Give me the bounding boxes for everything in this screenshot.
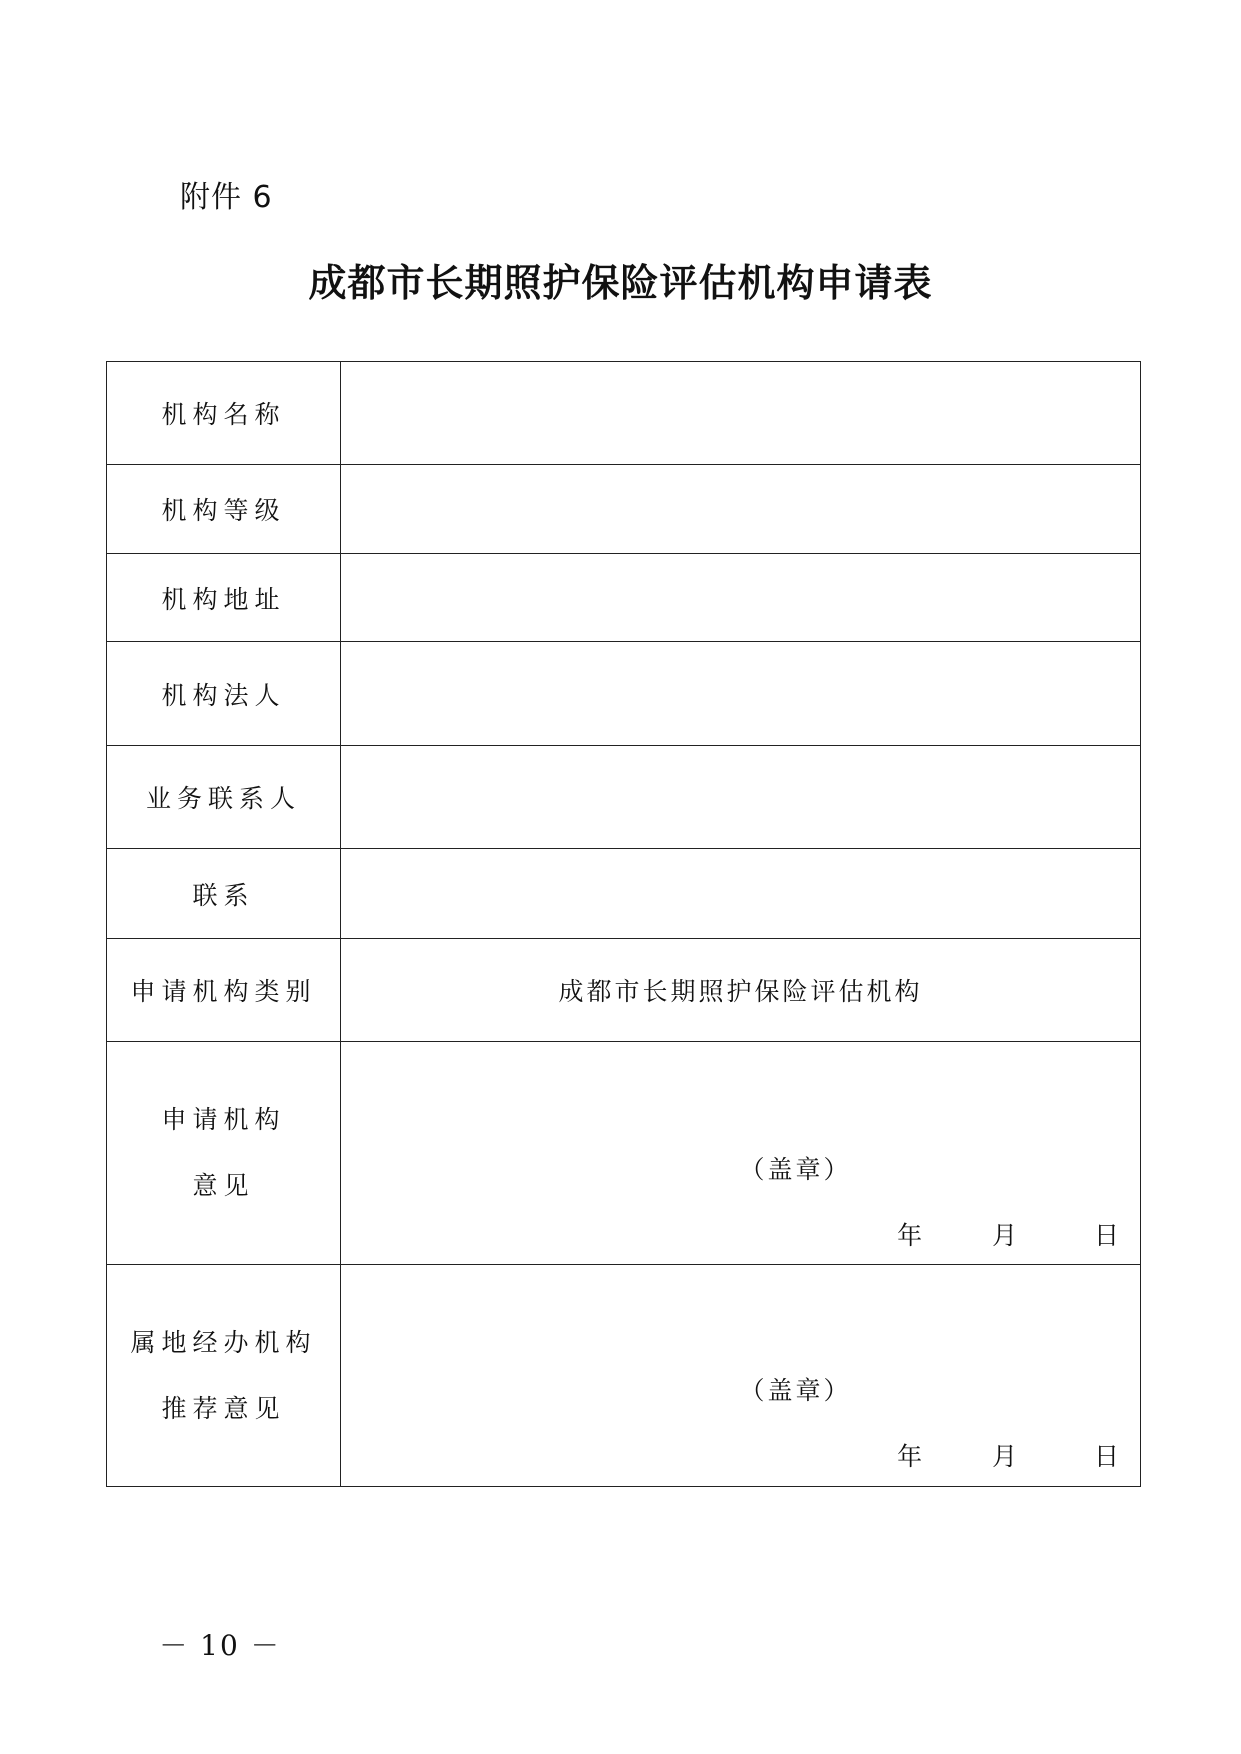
application-form-table bbox=[106, 361, 1141, 1487]
local-agency-stamp-label: （盖章） bbox=[739, 1376, 852, 1405]
application-category-value: 成都市长期照护保险评估机构 bbox=[341, 939, 1141, 1042]
applicant-opinion-field[interactable] bbox=[341, 1042, 1141, 1265]
row-institution-address bbox=[107, 554, 1141, 642]
legal-representative-label: 机构法人 bbox=[107, 642, 341, 746]
local-agency-date-row bbox=[897, 1437, 1122, 1473]
local-agency-month-label: 月 bbox=[992, 1442, 1021, 1471]
applicant-opinion-label-line1: 申请机构 bbox=[161, 1105, 286, 1134]
institution-name-field[interactable] bbox=[341, 362, 1141, 465]
applicant-stamp-label: （盖章） bbox=[739, 1155, 852, 1184]
local-agency-opinion-label-line2: 推荐意见 bbox=[161, 1393, 286, 1423]
institution-name-label: 机构名称 bbox=[107, 362, 341, 465]
contact-field[interactable] bbox=[341, 849, 1141, 939]
local-agency-opinion-label-line1: 属地经办机构 bbox=[130, 1327, 317, 1357]
institution-grade-label: 机构等级 bbox=[107, 465, 341, 554]
legal-representative-field[interactable] bbox=[341, 642, 1141, 746]
institution-address-field[interactable] bbox=[341, 554, 1141, 642]
applicant-opinion-label bbox=[107, 1042, 341, 1265]
row-local-agency-opinion bbox=[107, 1265, 1141, 1487]
institution-grade-field[interactable] bbox=[341, 465, 1141, 554]
application-category-label: 申请机构类别 bbox=[107, 939, 341, 1042]
applicant-day-label: 日 bbox=[1093, 1221, 1122, 1250]
applicant-opinion-label-line2: 意见 bbox=[192, 1171, 255, 1200]
document-title: 成都市长期照护保险评估机构申请表 bbox=[308, 260, 933, 305]
applicant-date-row bbox=[897, 1216, 1122, 1252]
local-agency-day-label: 日 bbox=[1093, 1442, 1122, 1471]
row-application-category bbox=[107, 939, 1141, 1042]
business-contact-label: 业务联系人 bbox=[107, 746, 341, 849]
row-applicant-opinion bbox=[107, 1042, 1141, 1265]
row-institution-name bbox=[107, 362, 1141, 465]
institution-address-label: 机构地址 bbox=[107, 554, 341, 642]
local-agency-year-label: 年 bbox=[897, 1442, 926, 1471]
row-legal-representative bbox=[107, 642, 1141, 746]
applicant-month-label: 月 bbox=[992, 1221, 1021, 1250]
local-agency-opinion-field[interactable] bbox=[341, 1265, 1141, 1487]
row-institution-grade bbox=[107, 465, 1141, 554]
attachment-label: 附件 6 bbox=[180, 180, 273, 215]
contact-label: 联系 bbox=[107, 849, 341, 939]
row-business-contact bbox=[107, 746, 1141, 849]
row-contact bbox=[107, 849, 1141, 939]
applicant-year-label: 年 bbox=[897, 1221, 926, 1250]
local-agency-opinion-label bbox=[107, 1265, 341, 1487]
page-number: － 10 － bbox=[159, 1629, 281, 1662]
business-contact-field[interactable] bbox=[341, 746, 1141, 849]
